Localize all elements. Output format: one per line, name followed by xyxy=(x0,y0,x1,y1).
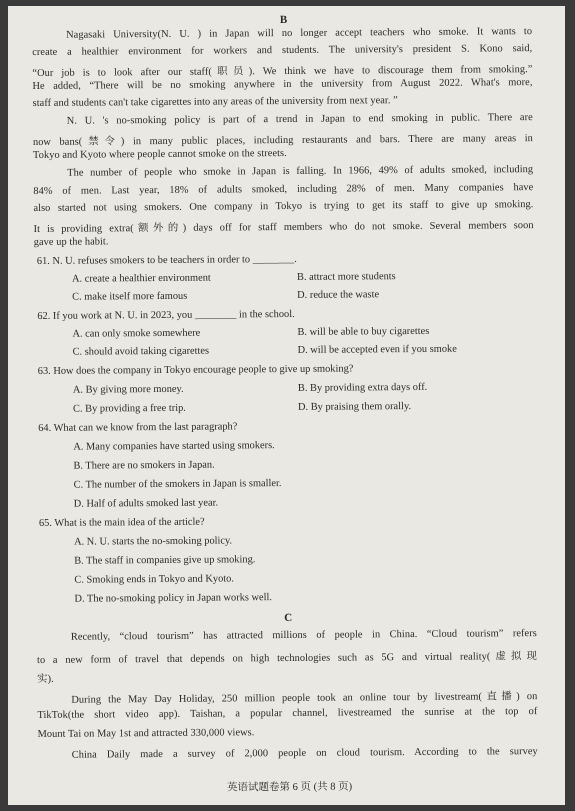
section-b-p2-line: Tokyo and Kyoto where people cannot smoke on the streets. xyxy=(32,147,287,161)
question-62-stem: 62. If you work at N. U. in 2023, you ________ in the school. xyxy=(37,308,295,322)
question-61-option-d: D. reduce the waste xyxy=(297,289,380,301)
question-65-option-d: D. The no-smoking policy in Japan works well. xyxy=(74,592,273,605)
section-c-p3-line: China Daily made a survey of 2,000 people on cloud tourism. According to the survey xyxy=(71,746,538,761)
question-64-stem: 64. What can we know from the last paragraph? xyxy=(38,421,238,434)
question-63-stem: 63. How does the company in Tokyo encourage people to give up smoking? xyxy=(37,363,354,377)
question-61-option-a: A. create a healthier environment xyxy=(71,272,211,285)
question-65-option-c: C. Smoking ends in Tokyo and Kyoto. xyxy=(74,573,234,586)
section-b-p3-line: It is providing extra(额外的) days off for staff members who do not smoke. Several members soon xyxy=(33,220,534,235)
question-64-option-c: C. The number of the smokers in Japan is smaller. xyxy=(73,478,282,491)
section-b-p1-line: “Our job is to look after our staff(职员). We think we have to discourage them from smoking.” xyxy=(32,64,533,79)
section-c-p2-line: Mount Tai on May 1st and attracted 330,000 views. xyxy=(37,727,255,740)
question-64-option-b: B. There are no smokers in Japan. xyxy=(73,459,215,472)
question-62-option-c: C. should avoid taking cigarettes xyxy=(72,345,210,358)
section-c-p2-line: During the May Day Holiday, 250 million people took an online tour by livestream(直播) on xyxy=(71,691,538,706)
section-c-p1-line: Recently, “cloud tourism” has attracted millions of people in China. “Cloud tourism” refers xyxy=(70,628,537,643)
question-65-option-b: B. The staff in companies give up smoking. xyxy=(74,554,256,567)
section-c-p2-line: TikTok(the short video app). Taishan, a popular channel, livestreamed the sunrise at the top of xyxy=(37,706,538,721)
question-64-option-d: D. Half of adults smoked last year. xyxy=(73,497,219,510)
section-b-p1-line: staff and students can't take cigarettes into any areas of the university from next year. ” xyxy=(32,95,398,109)
section-b-p2-line: N. U. 's no-smoking policy is part of a trend in Japan to end smoking in public. There are xyxy=(66,112,533,127)
section-b-p3-line: gave up the habit. xyxy=(33,236,109,248)
section-c-p1-line: 实). xyxy=(37,673,54,685)
page-footer: 英语试题卷第 6 页 (共 8 页) xyxy=(226,781,353,794)
section-b-p2-line: now bans(禁令) in many public places, including restaurants and bars. There are many areas in xyxy=(32,133,533,148)
section-b-p1-line: He added, “There will be no smoking anywhere in the university from August 2022. What's more, xyxy=(32,77,533,92)
question-61-option-c: C. make itself more famous xyxy=(72,290,188,303)
question-61-option-b: B. attract more students xyxy=(296,271,396,283)
question-65-stem: 65. What is the main idea of the article? xyxy=(38,516,205,529)
question-63-option-a: A. By giving more money. xyxy=(72,383,184,396)
section-b-p3-line: also started not using smokers. One company in Tokyo is trying to get its staff to give up smoking. xyxy=(33,199,534,214)
question-64-option-a: A. Many companies have started using smokers. xyxy=(73,440,275,453)
question-63-option-c: C. By providing a free trip. xyxy=(72,402,186,415)
section-c-p1-line: to a new form of travel that depends on high technologies such as 5G and virtual reality(虚拟现 xyxy=(36,651,538,666)
question-65-option-a: A. N. U. starts the no-smoking policy. xyxy=(74,535,233,548)
section-c-heading: C xyxy=(284,611,293,625)
section-b-p1-line: Nagasaki University(N. U. ) in Japan will no longer accept teachers who smoke. It wants to xyxy=(66,26,533,41)
question-62-option-b: B. will be able to buy cigarettes xyxy=(297,325,430,338)
question-63-option-d: D. By praising them orally. xyxy=(297,401,412,413)
section-b-p3-line: 84% of men. Last year, 18% of adults smoked, including 28% of men. Many companies have xyxy=(33,182,534,197)
question-62-option-a: A. can only smoke somewhere xyxy=(72,327,201,340)
section-b-heading: B xyxy=(279,13,288,27)
question-62-option-d: D. will be accepted even if you smoke xyxy=(297,343,457,356)
section-b-p3-line: The number of people who smoke in Japan is falling. In 1966, 49% of adults smoked, including xyxy=(67,164,534,179)
section-b-p1-line: create a healthier environment for workers and students. The university's president S. Kono said, xyxy=(32,43,533,58)
question-63-option-b: B. By providing extra days off. xyxy=(297,381,428,394)
question-61-stem: 61. N. U. refuses smokers to be teachers in order to ________. xyxy=(36,253,297,267)
exam-page xyxy=(8,6,565,805)
